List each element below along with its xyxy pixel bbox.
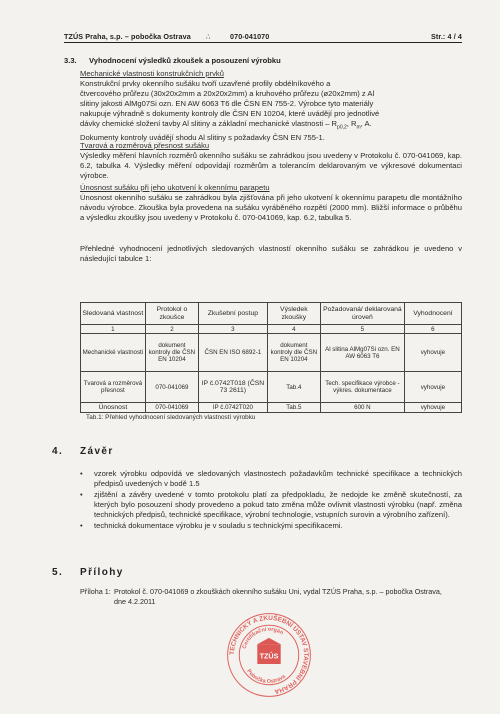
section-number: 5. <box>52 567 64 578</box>
mech-line: Dokumenty kontroly uvádějí shodu Al slitiny s požadavky ČSN EN 755-1. <box>80 132 325 142</box>
header-report-number: 070-041070 <box>230 32 270 41</box>
table-cell: dokument kontroly dle ČSN EN 10204 <box>145 334 198 372</box>
section-number: 4. <box>52 446 64 457</box>
table-row <box>81 334 462 372</box>
table-cell: dokument kontroly dle ČSN EN 10204 <box>267 334 320 372</box>
table-header-cell: Výsledek zkoušky <box>267 303 320 325</box>
table-caption: Tab.1: Přehled vyhodnocení sledovaných vlastností výrobku <box>86 414 256 421</box>
load-subheading: Únosnost sušáku při jeho ukotvení k okennímu parapetu <box>80 183 270 192</box>
shape-subheading: Tvarová a rozměrová přesnost sušáku <box>80 141 210 150</box>
mech-line: Konstrukční prvky okenního sušáku tvoří uzavřené profily obdélníkového a <box>80 79 331 88</box>
conclusion-list <box>80 469 462 533</box>
table-header-cell: Protokol o zkoušce <box>145 303 198 325</box>
stamp-ring-text: TECHNICKÝ A ZKUŠEBNÍ ÚSTAV STAVEBNÍ PRAHA <box>228 614 310 695</box>
table-column-number: 1 <box>81 325 146 334</box>
section-4-heading <box>52 446 114 457</box>
table-header-cell: Vyhodnocení <box>404 303 461 325</box>
mech-line: nakupuje výhradně s dokumenty kontroly dle ČSN EN 10204, které uvádějí pro jednotlivé <box>80 109 380 119</box>
section-title: Přílohy <box>80 567 124 578</box>
mech-line: slitiny jakosti AlMg07Si ozn. EN AW 6063 T6 dle ČSN EN 755-2. Výrobce tyto materiály <box>80 99 374 109</box>
section-title: Závěr <box>80 446 114 457</box>
table-cell: vyhovuje <box>404 403 461 413</box>
load-paragraph: Únosnost okenního sušáku se zahrádkou byla zjišťována při jeho ukotvení k okennímu parapetu dle montážního návodu výrobce. Zkouška byla provedena na sušáku vyráběného rozpětí (2000 mm). Bližší informace o průběhu a výsledku zkoušky jsou uvedeny v Protokolu č. 070-041069, kap. 6.2, tabulka 5. <box>80 193 462 223</box>
table-cell: Mechanické vlastnosti <box>81 334 146 372</box>
table-header-cell: Požadovaná/ deklarovaná úroveň <box>321 303 405 325</box>
bullet: • <box>80 521 83 531</box>
table-row <box>81 403 462 413</box>
table-column-number: 2 <box>145 325 198 334</box>
table-column-number: 5 <box>321 325 405 334</box>
table-cell: Tech. specifikace výrobce - výkres. dokumentace <box>321 372 405 403</box>
table-cell: Tab.5 <box>267 403 320 413</box>
table-header-cell: Zkušební postup <box>199 303 268 325</box>
table-number-row <box>81 325 462 334</box>
stamp-branch-text: Pobočka Ostrava <box>245 668 287 685</box>
official-stamp <box>224 610 314 700</box>
table-cell: 070-041069 <box>145 372 198 403</box>
table-column-number: 3 <box>199 325 268 334</box>
overview-paragraph: Přehledné vyhodnocení jednotlivých sledovaných vlastností okenního sušáku se zahrádkou je uvedeno v následující tabulce 1: <box>80 244 462 264</box>
bullet: • <box>80 469 83 478</box>
stamp-logo <box>257 638 280 664</box>
table-cell: vyhovuje <box>404 372 461 403</box>
header-org: TZÚS Praha, s.p. – pobočka Ostrava <box>64 32 191 41</box>
table-cell: Al slitina AlMg07Si ozn. EN AW 6063 T6 <box>321 334 405 372</box>
table-column-number: 6 <box>404 325 461 334</box>
section-5-heading <box>52 567 124 578</box>
table-cell: Únosnost <box>81 403 146 413</box>
page-header <box>64 32 462 43</box>
table-row <box>81 372 462 403</box>
bullet: • <box>80 490 83 500</box>
table-cell: vyhovuje <box>404 334 461 372</box>
table-column-number: 4 <box>267 325 320 334</box>
header-tick: ∴ <box>206 32 211 41</box>
table-cell: Tvarová a rozměrová přesnost <box>81 372 146 403</box>
table-cell: Tab.4 <box>267 372 320 403</box>
table-header-cell: Sledovaná vlastnost <box>81 303 146 325</box>
section-3-3-heading <box>64 56 281 65</box>
appendix-text: Protokol č. 070-041069 o zkouškách okenního sušáku Uni, vydal TZÚS Praha, s.p. – pobočka Ostrava, dne 4.2.2011 <box>114 587 442 606</box>
list-item: • technická dokumentace výrobku je v souladu s technickými specifikacemi. <box>80 521 343 531</box>
mech-paragraph <box>80 79 462 143</box>
mech-line: čtvercového průřezu (30x20x2mm a 20x20x2mm) a kruhového průřezu (ø20x2mm) z Al <box>80 89 375 99</box>
section-title: Vyhodnocení výsledků zkoušek a posouzení výrobku <box>89 56 281 65</box>
appendix-label: Příloha 1: <box>80 587 111 596</box>
list-item: • zjištění a závěry uvedené v tomto protokolu platí za předpokladu, že nedojde ke změně skutečností, za kterých bylo posouzení shody provedeno a pokud tato změna může ovlivnit vlastnosti výrobku (např. změna technických předpisů, technické specifikace, výrobní technologie, vstupních surovin a výrobního zařízení). <box>80 490 462 520</box>
table-cell: ČSN EN ISO 6892-1 <box>199 334 268 372</box>
table-cell: IP č.0742T018 (ČSN 73 2611) <box>199 372 268 403</box>
appendix-item <box>80 587 462 606</box>
evaluation-table <box>80 302 462 413</box>
shape-paragraph: Výsledky měření hlavních rozměrů okenního sušáku se zahrádkou jsou uvedeny v Protokolu č. 070-041069, kap. 6.2, tabulka 4. Výsledky měření odpovídají rozměrům a tolerancím deklarovaným ve výkresové dokumentaci výrobce. <box>80 151 462 181</box>
table-cell: 070-041069 <box>145 403 198 413</box>
header-page-number: Str.: 4 / 4 <box>430 32 462 41</box>
table-header-row <box>81 303 462 325</box>
mech-subheading: Mechanické vlastnosti konstrukčních prvků <box>80 69 224 78</box>
stamp-inner-text: Certifikační orgán <box>241 626 285 650</box>
table-cell: IP č.0742T020 <box>199 403 268 413</box>
mech-line-properties: dávky chemické složení tavby Al slitiny a základní mechanické vlastnosti – $R_{p0,2}$, $R_m$, A. <box>80 119 372 131</box>
stamp-logo-text: TZÚS <box>259 651 279 661</box>
list-item: • vzorek výrobku odpovídá ve sledovaných vlastnostech požadavkům technické specifikace a technických předpisů uvedených v bodě 1.5 <box>80 469 462 489</box>
table-cell: 600 N <box>321 403 405 413</box>
section-number: 3.3. <box>64 56 77 65</box>
